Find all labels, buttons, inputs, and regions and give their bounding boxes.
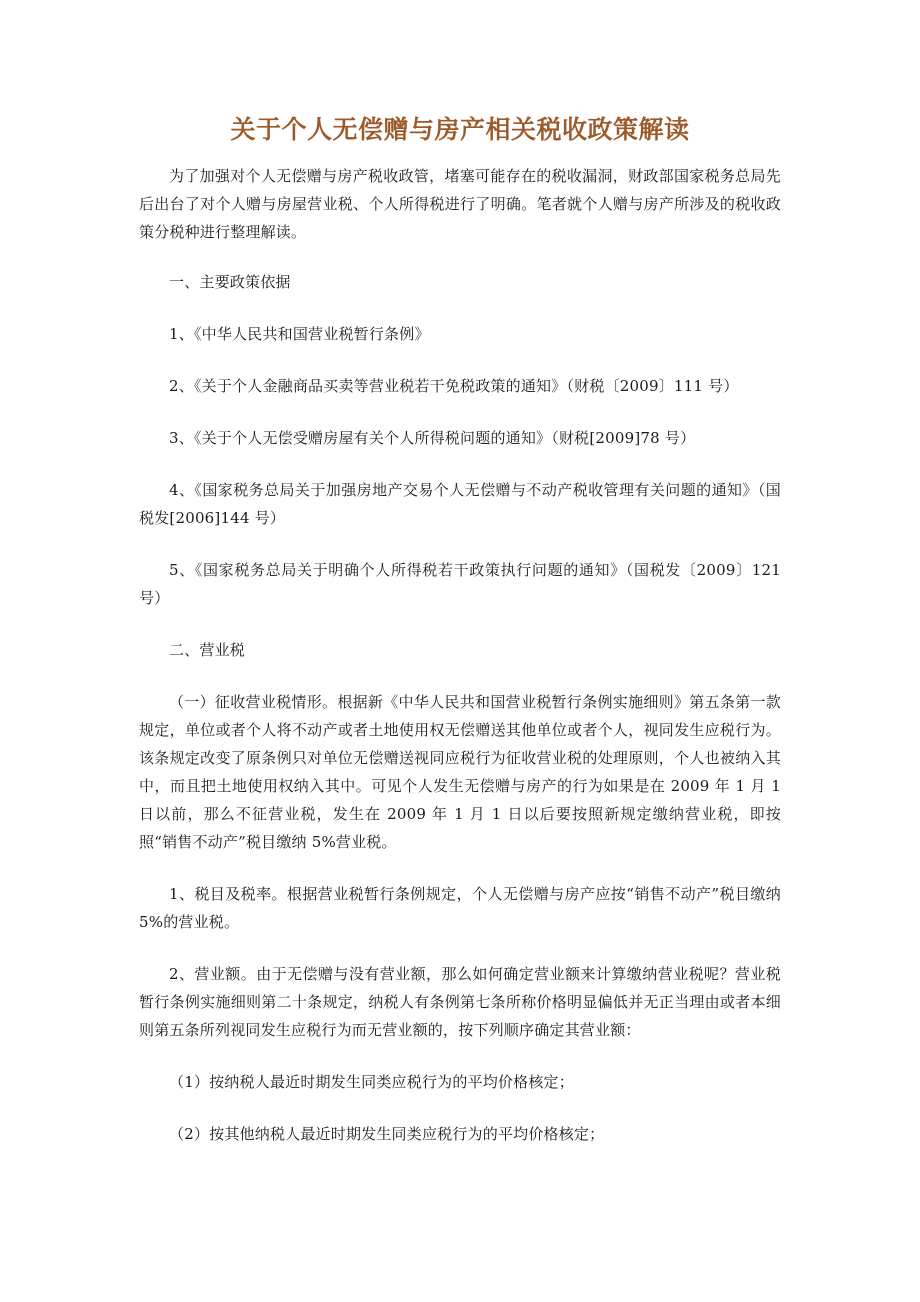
policy-item-2: 2、《关于个人金融商品买卖等营业税若干免税政策的通知》（财税〔2009〕111 号）: [169, 377, 739, 395]
policy-item-3: 3、《关于个人无偿受赠房屋有关个人所得税问题的通知》（财税[2009]78 号）: [169, 429, 696, 447]
tax-item-and-rate-paragraph: 1、税目及税率。根据营业税暂行条例规定，个人无偿赠与房产应按“销售不动产”税目缴纳 5%的营业税。: [139, 885, 781, 931]
business-tax-situation-paragraph: （一）征收营业税情形。根据新《中华人民共和国营业税暂行条例实施细则》第五条第一款规定，单位或者个人将不动产或者土地使用权无偿赠送其他单位或者个人，视同发生应税行为。该条规定改变了原条例只对单位无偿赠送视同应税行为征收营业税的处理原则，个人也被纳入其中，而且把土地使用权纳入其中。可见个人发生无偿赠与房产的行为如果是在 2009 年 1 月 1 日以前，那么不征营业税，发生在 2009 年 1 月 1 日以后要按照新规定缴纳营业税，即按照“销售不动产”税目缴纳 5%营业税。: [139, 693, 781, 851]
intro-paragraph: 为了加强对个人无偿赠与房产税收政管，堵塞可能存在的税收漏洞，财政部国家税务总局先后出台了对个人赠与房屋营业税、个人所得税进行了明确。笔者就个人赠与房产所涉及的税收政策分税种进行整理解读。: [139, 167, 781, 241]
document-title: 关于个人无偿赠与房产相关税收政策解读: [230, 115, 690, 144]
turnover-method-1: （1）按纳税人最近时期发生同类应税行为的平均价格核定；: [169, 1073, 574, 1091]
section-heading-business-tax: 二、营业税: [169, 641, 246, 659]
turnover-method-2: （2）按其他纳税人最近时期发生同类应税行为的平均价格核定；: [169, 1125, 605, 1143]
section-heading-policy-basis: 一、主要政策依据: [169, 273, 291, 291]
turnover-paragraph: 2、营业额。由于无偿赠与没有营业额，那么如何确定营业额来计算缴纳营业税呢？营业税暂行条例实施细则第二十条规定，纳税人有条例第七条所称价格明显偏低并无正当理由或者本细则第五条所列视同发生应税行为而无营业额的，按下列顺序确定其营业额：: [139, 965, 781, 1039]
policy-item-1: 1、《中华人民共和国营业税暂行条例》: [169, 325, 430, 343]
policy-item-5: 5、《国家税务总局关于明确个人所得税若干政策执行问题的通知》（国税发〔2009〕121 号）: [139, 561, 781, 607]
policy-item-4: 4、《国家税务总局关于加强房地产交易个人无偿赠与不动产税收管理有关问题的通知》（国税发[2006]144 号）: [139, 481, 781, 527]
document-page: [139, 112, 781, 1172]
